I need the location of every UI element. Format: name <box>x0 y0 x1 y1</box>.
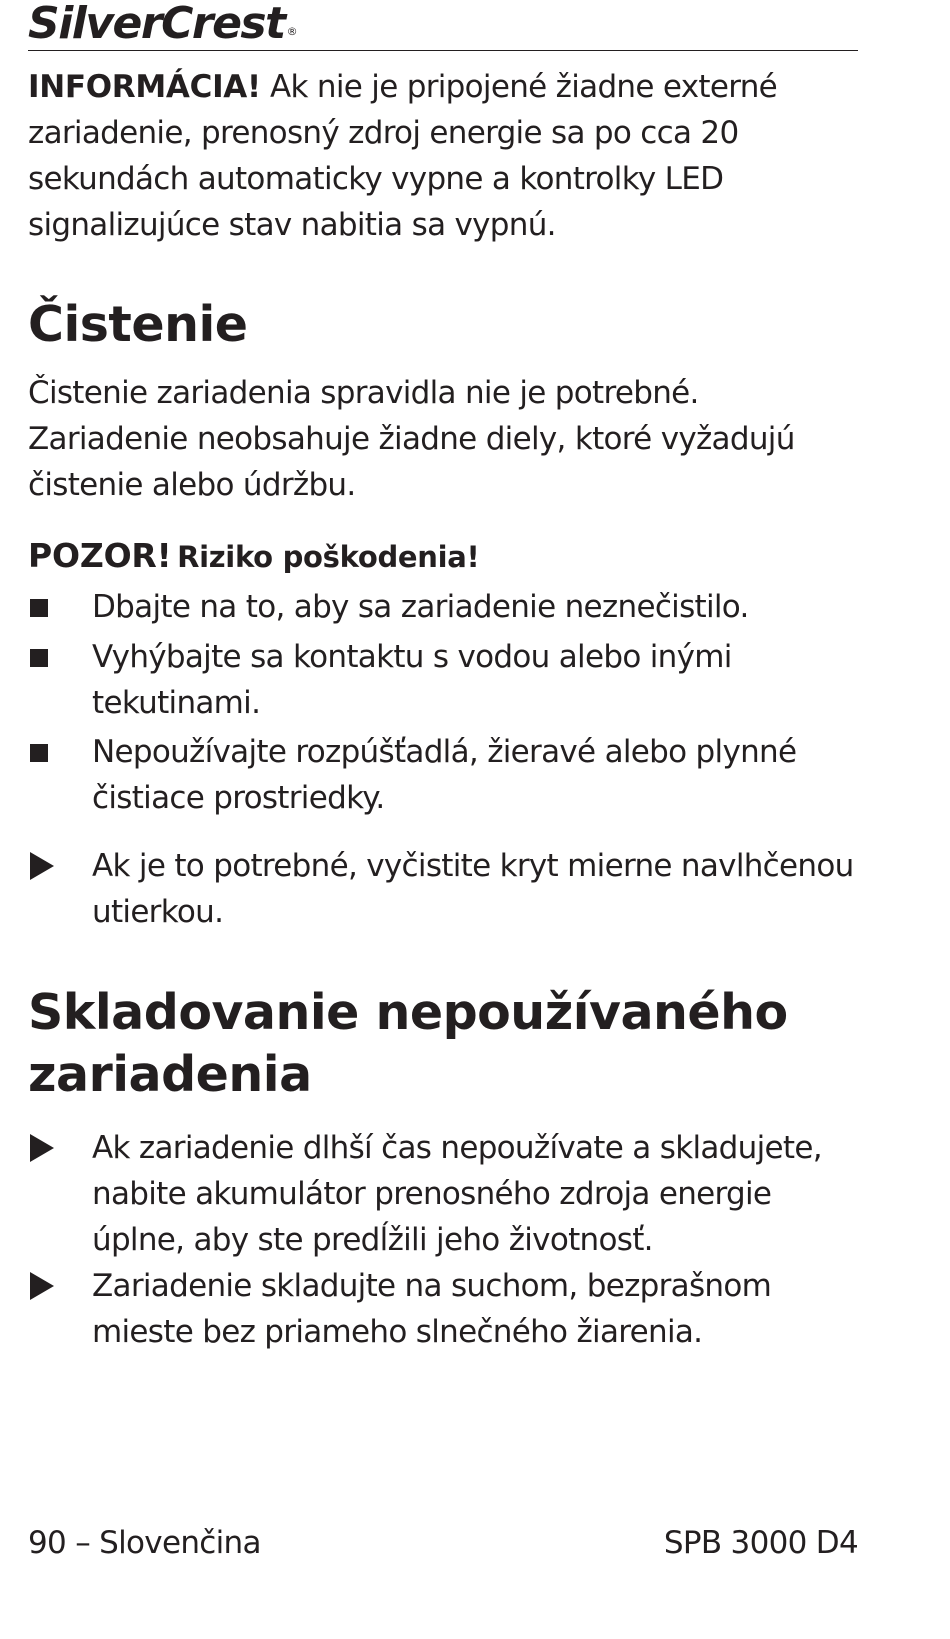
cleaning-action-list <box>28 843 858 935</box>
registered-mark: ® <box>286 25 297 38</box>
list-item-text: Ak je to potrebné, vyčistite kryt mierne navlhčenou utierkou. <box>92 848 854 930</box>
square-bullet-icon <box>30 744 48 762</box>
list-item <box>28 843 858 935</box>
list-item-text: Ak zariadenie dlhší čas nepoužívate a skladujete, nabite akumulátor prenosného zdroja energie úplne, aby ste predĺžili jeho životnosť. <box>92 1130 822 1258</box>
warning-label: POZOR! <box>28 536 172 575</box>
brand-logo <box>28 0 297 49</box>
cleaning-bullet-list <box>28 584 858 821</box>
info-note <box>28 64 858 248</box>
info-label: INFORMÁCIA! <box>28 69 261 105</box>
list-item <box>28 634 858 726</box>
list-item <box>28 584 858 630</box>
list-item <box>28 1263 858 1355</box>
page-number-language: 90 – Slovenčina <box>28 1525 261 1561</box>
triangle-arrow-icon <box>30 1134 54 1162</box>
section-title-cleaning: Čistenie <box>28 296 248 353</box>
list-item-text: Zariadenie skladujte na suchom, bezprašnom mieste bez priameho slnečného žiarenia. <box>92 1268 772 1350</box>
list-item <box>28 729 858 821</box>
triangle-arrow-icon <box>30 852 54 880</box>
manual-page <box>28 0 858 1639</box>
header-divider <box>28 50 858 51</box>
list-item-text: Vyhýbajte sa kontaktu s vodou alebo inými tekutinami. <box>92 639 732 721</box>
square-bullet-icon <box>30 599 48 617</box>
warning-text: Riziko poškodenia! <box>177 540 480 574</box>
square-bullet-icon <box>30 649 48 667</box>
info-text: Ak nie je pripojené žiadne externé zariadenie, prenosný zdroj energie sa po cca 20 sekundách automaticky vypne a kontrolky LED signalizujúce stav nabitia sa vypnú. <box>28 69 778 243</box>
cleaning-paragraph: Čistenie zariadenia spravidla nie je potrebné. Zariadenie neobsahuje žiadne diely, ktoré vyžadujú čistenie alebo údržbu. <box>28 375 795 503</box>
list-item-text: Dbajte na to, aby sa zariadenie neznečistilo. <box>92 589 749 625</box>
brand-logo-text: SilverCrest <box>28 0 285 49</box>
triangle-arrow-icon <box>30 1272 54 1300</box>
model-number: SPB 3000 D4 <box>663 1525 858 1561</box>
list-item <box>28 1125 858 1263</box>
damage-warning <box>28 536 479 575</box>
section-title-storage: Skladovanie nepoužívaného zariadenia <box>28 984 788 1103</box>
storage-action-list <box>28 1125 858 1355</box>
list-item-text: Nepoužívajte rozpúšťadlá, žieravé alebo plynné čistiace prostriedky. <box>92 734 797 816</box>
